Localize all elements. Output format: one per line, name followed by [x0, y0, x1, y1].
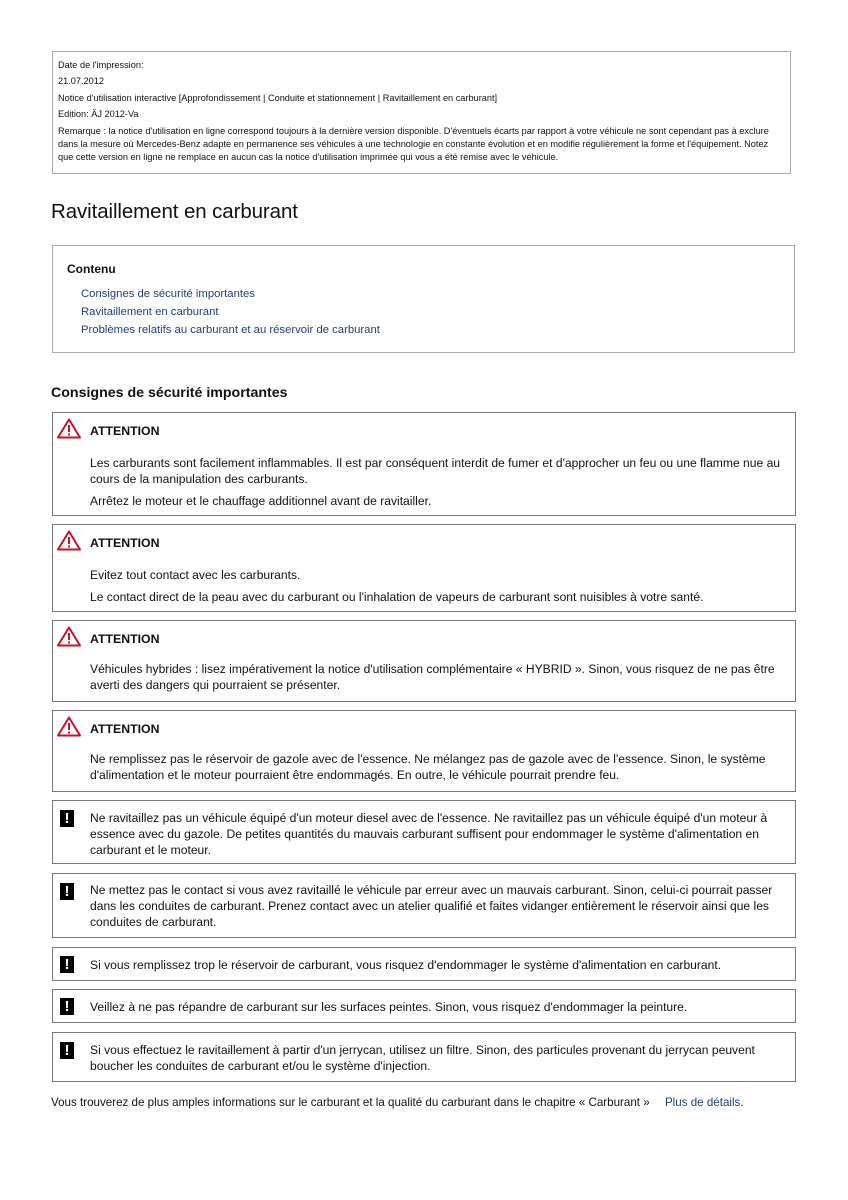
warning-paragraph: Véhicules hybrides : lisez impérativement la notice d'utilisation complémentaire « HYBRID ». Sinon, vous risquez de ne pas être averti des dangers qui pourraient se présenter.: [90, 662, 775, 692]
note-box: [52, 873, 796, 938]
note-text: Veillez à ne pas répandre de carburant sur les surfaces peintes. Sinon, vous risquez d'endommager la peinture.: [90, 1000, 688, 1014]
warning-triangle-icon: [57, 626, 81, 647]
exclamation-icon: !: [60, 998, 74, 1015]
warning-title: ATTENTION: [90, 536, 160, 550]
warning-body: [90, 567, 781, 611]
toc-link-problems[interactable]: Problèmes relatifs au carburant et au réservoir de carburant: [81, 324, 380, 336]
warning-body: [90, 751, 781, 789]
note-text: Ne ravitaillez pas un véhicule équipé d'un moteur diesel avec de l'essence. Ne ravitaillez pas un véhicule équipé d'un moteur à essence avec du gazole. De petites quantités du mauvais carburant suffisent pour endommager le système d'alimentation en carburant et le moteur.: [90, 811, 768, 857]
print-edition: Edition: ÄJ 2012-Va: [58, 109, 139, 120]
note-box: [52, 800, 796, 864]
exclamation-icon: !: [60, 1042, 74, 1059]
note-text: Si vous remplissez trop le réservoir de carburant, vous risquez d'endommager le système d'alimentation en carburant.: [90, 958, 722, 972]
note-text: Ne mettez pas le contact si vous avez ravitaillé le véhicule par erreur avec un mauvais carburant. Sinon, celui-ci pourrait passer dans les conduites de carburant. Prenez contact avec un atelier qualifié et faites vidanger entièrement le réservoir ainsi que les conduites de carburant.: [90, 883, 773, 929]
warning-paragraph: Ne remplissez pas le réservoir de gazole avec de l'essence. Ne mélangez pas de gazole avec de l'essence. Sinon, le système d'alimentation et le moteur pourraient être endommagés. En outre, le véhicule pourrait prendre feu.: [90, 752, 766, 782]
note-box: [52, 989, 796, 1023]
toc-link-safety[interactable]: Consignes de sécurité importantes: [81, 288, 255, 300]
warning-title: ATTENTION: [90, 632, 160, 646]
warning-triangle-icon: [57, 418, 81, 439]
warning-paragraph: Les carburants sont facilement inflammables. Il est par conséquent interdit de fumer et d'approcher un feu ou une flamme nue au cours de la manipulation des carburants.: [90, 456, 781, 486]
print-remark: Remarque : la notice d'utilisation en ligne correspond toujours à la dernière version disponible. D'éventuels écarts par rapport à votre véhicule ne sont cependant pas à exclure dans la mesure où Mercedes-Benz adapte en permanence ses véhicules à une technologie en constante évolution et en modifie régulièrement la forme et l'équipement. Notez que cette version en ligne ne remplace en aucun cas la notice d'utilisation imprimée qui vous a été remise avec le véhicule.: [58, 125, 769, 163]
warning-paragraph: Evitez tout contact avec les carburants.: [90, 568, 301, 582]
warning-body: [90, 455, 781, 515]
note-box: [52, 1032, 796, 1082]
footer-sentence: Vous trouverez de plus amples informations sur le carburant et la qualité du carburant dans le chapitre « Carburant »: [51, 1096, 650, 1109]
warning-triangle-icon: [57, 530, 81, 551]
exclamation-icon: !: [60, 810, 74, 827]
more-details-link-cont[interactable]: détails: [706, 1096, 741, 1109]
print-header: [52, 51, 791, 174]
warning-title: ATTENTION: [90, 722, 160, 736]
print-date-value: 21.07.2012: [58, 76, 104, 87]
warning-paragraph: Arrêtez le moteur et le chauffage additionnel avant de ravitailler.: [90, 494, 432, 508]
exclamation-icon: !: [60, 956, 74, 973]
warning-title: ATTENTION: [90, 424, 160, 438]
print-breadcrumb: Notice d'utilisation interactive [Approfondissement | Conduite et stationnement | Ravitaillement en carburant]: [58, 92, 498, 103]
warning-paragraph: Le contact direct de la peau avec du carburant ou l'inhalation de vapeurs de carburant sont nuisibles à votre santé.: [90, 590, 704, 604]
more-details-link[interactable]: Plus de: [664, 1096, 704, 1109]
warning-box: [52, 412, 796, 516]
table-of-contents: [52, 245, 795, 353]
warning-box: [52, 710, 796, 792]
footer-period: .: [740, 1096, 744, 1109]
warning-box: [52, 620, 796, 702]
warning-box: [52, 524, 796, 612]
note-text: Si vous effectuez le ravitaillement à partir d'un jerrycan, utilisez un filtre. Sinon, des particules provenant du jerrycan peuvent boucher les conduites de carburant et/ou le système d'injection.: [90, 1043, 755, 1073]
section-heading: Consignes de sécurité importantes: [51, 385, 288, 401]
print-date-label: Date de l'impression:: [58, 60, 144, 70]
toc-link-refuelling[interactable]: Ravitaillement en carburant: [81, 306, 219, 318]
exclamation-icon: !: [60, 883, 74, 900]
page-title: Ravitaillement en carburant: [51, 200, 298, 223]
footer-text: [51, 1095, 781, 1112]
note-box: [52, 947, 796, 981]
toc-title: Contenu: [67, 262, 116, 276]
warning-body: [90, 661, 781, 699]
warning-triangle-icon: [57, 716, 81, 737]
